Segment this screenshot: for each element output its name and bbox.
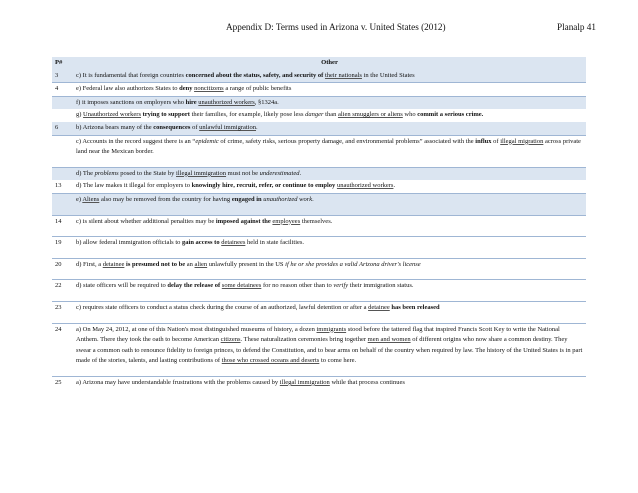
text-segment: deny <box>179 85 193 93</box>
row-spacer <box>76 367 583 375</box>
text-segment: a range of public benefits <box>223 85 292 93</box>
table-body <box>52 70 586 390</box>
text-segment: their nationals <box>324 71 362 79</box>
row-spacer <box>76 206 583 214</box>
text-segment: c) is silent about whether additional penalties may be <box>76 217 216 225</box>
text-segment: immigrants <box>316 325 347 333</box>
text-segment: who <box>402 111 418 119</box>
row-page-number <box>52 135 73 167</box>
table-row <box>52 215 586 237</box>
text-segment: commit a serious crime. <box>417 111 484 119</box>
text-segment: c) Accounts in the record suggest there is an “ <box>76 137 196 145</box>
text-segment: stood before the tattered flag that inspired Francis Scott Key to write the National Anthem. There they took the oath to become American <box>76 325 560 344</box>
text-segment: Aliens <box>82 195 100 203</box>
table-row <box>52 193 586 215</box>
row-page-number: 25 <box>55 378 62 386</box>
text-segment: illegal immigration <box>176 169 227 177</box>
row-term-text <box>73 122 586 135</box>
text-segment: employees <box>272 217 301 225</box>
row-spacer <box>76 270 583 278</box>
text-segment: Unauthorized workers <box>83 111 141 119</box>
text-segment: . <box>312 195 314 203</box>
text-segment: . <box>393 182 396 190</box>
row-page-number: 14 <box>52 215 73 237</box>
text-segment: has been released <box>389 303 440 311</box>
text-segment: d) First, a <box>76 260 103 268</box>
text-segment: trying to support <box>141 111 190 119</box>
text-segment: held in state facilities. <box>245 239 305 247</box>
text-segment: across private land near the Mexican border. <box>76 137 581 156</box>
text-segment: of crime, safety risks, serious property damage, and environmental problems” associated with the <box>218 137 476 145</box>
row-page-number: 4 <box>52 83 73 97</box>
terms-table <box>52 57 586 389</box>
row-page-number: 6 <box>52 122 73 135</box>
text-segment: an <box>185 260 195 268</box>
row-page-number: 13 <box>52 180 73 193</box>
text-segment: to come here. <box>319 357 357 365</box>
text-segment: a) On May 24, 2012, at one of this Nation's most distinguished museums of history, a dozen <box>76 325 317 333</box>
row-term-text <box>73 258 586 280</box>
text-segment: alien <box>194 260 208 268</box>
row-page-number <box>52 96 73 109</box>
row-spacer <box>76 158 583 166</box>
row-spacer <box>76 292 583 300</box>
row-page-number: 3 <box>52 70 73 83</box>
table-row <box>52 109 586 122</box>
row-page-number: 20 <box>52 258 73 280</box>
text-segment: than <box>323 111 338 119</box>
table-row <box>52 122 586 135</box>
text-segment: engaged in <box>231 195 262 203</box>
text-segment: epidemic <box>195 137 219 145</box>
table-row <box>52 323 586 376</box>
row-page-number <box>52 167 73 180</box>
text-segment: f) it imposes sanctions on employers who <box>76 98 186 106</box>
text-segment: unauthorized work <box>263 195 313 203</box>
text-segment: verify <box>333 282 349 290</box>
table-row <box>52 180 586 193</box>
table-row <box>52 96 586 109</box>
text-segment: noncitizens <box>194 85 224 93</box>
page-number: Planalp 41 <box>556 22 596 32</box>
text-segment: concerned about the status, safety, and security of <box>185 71 325 79</box>
text-segment: while that process continues <box>329 378 405 386</box>
row-page-number <box>52 109 73 122</box>
text-segment: d) The law makes it illegal for employers to <box>76 182 192 190</box>
text-segment: danger <box>305 111 324 119</box>
text-segment: detainee <box>102 260 125 268</box>
table-row <box>52 258 586 280</box>
text-segment: , §1324a. <box>254 98 279 106</box>
row-spacer <box>76 249 583 257</box>
text-segment: illegal migration <box>500 137 544 145</box>
text-segment: is presumed not to be <box>124 260 186 268</box>
text-segment: hire <box>185 98 197 106</box>
row-page-number: 22 <box>52 280 73 302</box>
text-segment: themselves. <box>300 217 333 225</box>
page-header <box>0 22 638 36</box>
text-segment: unauthorized workers <box>336 182 394 190</box>
text-segment: influx <box>475 137 492 145</box>
row-term-text <box>73 83 586 97</box>
text-segment: their families, for example, likely pose less <box>189 111 306 119</box>
appendix-title: Appendix D: Terms used in Arizona v. United States (2012) <box>226 22 446 32</box>
row-term-text <box>73 96 586 109</box>
text-segment: of <box>190 123 200 131</box>
row-term-text <box>73 167 586 180</box>
row-term-text <box>73 109 586 122</box>
text-segment: if he or she provides a valid Arizona driver's license <box>285 260 421 268</box>
text-segment: detainee <box>368 303 390 311</box>
text-segment: consequences <box>153 123 191 131</box>
text-segment: . <box>299 169 302 177</box>
text-segment: a) Arizona may have understandable frustrations with the problems caused by <box>76 378 280 386</box>
text-segment: of <box>491 137 501 145</box>
text-segment: knowingly hire, recruit, refer, or continue to employ <box>191 182 336 190</box>
text-segment: g) <box>76 111 84 119</box>
text-segment: unlawful immigration <box>199 123 257 131</box>
row-term-text <box>73 301 586 323</box>
table-row <box>52 280 586 302</box>
text-segment: of different origins who now share a common destiny. They swear a common oath to renounce fidelity to foreign princes, to defend the Constitution, and to bear arms on behalf of the country when required by law. The history of the United States is in part made of the stories, talents, and lasting contributions of <box>76 336 583 365</box>
text-segment: underestimated <box>259 169 300 177</box>
text-segment: b) Arizona bears many of the <box>76 123 154 131</box>
table-row <box>52 83 586 97</box>
row-spacer <box>76 227 583 235</box>
table-row <box>52 376 586 389</box>
table-row <box>52 237 586 259</box>
text-segment: in the United States <box>361 71 415 79</box>
text-segment: posed to the State by <box>118 169 177 177</box>
text-segment: must not be <box>226 169 260 177</box>
text-segment: delay the release of <box>167 282 221 290</box>
other-column-header: Other <box>73 57 586 70</box>
row-page-number: 19 <box>52 237 73 259</box>
text-segment: unauthorized workers <box>198 98 255 106</box>
text-segment: their immigration status. <box>348 282 414 290</box>
text-segment: e) <box>76 195 83 203</box>
table-header-row <box>52 57 586 70</box>
row-term-text <box>73 323 586 376</box>
text-segment: citizens <box>220 336 241 344</box>
row-term-text <box>73 180 586 193</box>
text-segment: c) requires state officers to conduct a status check during the course of an authorized, lawful detention or after a <box>76 303 369 311</box>
row-term-text <box>73 70 586 83</box>
row-term-text <box>73 280 586 302</box>
text-segment: some detainees <box>221 282 262 290</box>
row-term-text <box>73 376 586 389</box>
row-term-text <box>73 193 586 215</box>
row-term-text <box>73 215 586 237</box>
text-segment: men and women <box>367 336 411 344</box>
text-segment: b) allow federal immigration officials to <box>76 239 183 247</box>
row-page-number <box>52 193 73 215</box>
text-segment: gain access to <box>182 239 220 247</box>
text-segment: also may be removed from the country for having <box>99 195 232 203</box>
text-segment: imposed against the <box>215 217 271 225</box>
text-segment: alien smugglers or aliens <box>337 111 403 119</box>
row-spacer <box>76 314 583 322</box>
text-segment: e) Federal law also authorizes States to <box>76 85 180 93</box>
text-segment: unlawfully present in the US <box>207 260 286 268</box>
table-row <box>52 167 586 180</box>
row-term-text <box>73 237 586 259</box>
row-page-number: 24 <box>52 323 73 376</box>
row-term-text <box>73 135 586 167</box>
text-segment: illegal immigration <box>279 378 330 386</box>
table-row <box>52 135 586 167</box>
text-segment: . <box>256 123 258 131</box>
row-page-number: 23 <box>52 301 73 323</box>
text-segment: d) state officers will be required to <box>76 282 168 290</box>
text-segment: those who crossed oceans and deserts <box>221 357 320 365</box>
text-segment: d) The <box>76 169 95 177</box>
table-row <box>52 70 586 83</box>
table-row <box>52 301 586 323</box>
text-segment: . These naturalization ceremonies bring together <box>240 336 368 344</box>
text-segment: for no reason other than to <box>261 282 334 290</box>
text-segment: c) It is fundamental that foreign countries <box>76 71 186 79</box>
text-segment: problems <box>94 169 119 177</box>
text-segment: detainees <box>221 239 246 247</box>
page-column-header: P# <box>52 57 73 70</box>
